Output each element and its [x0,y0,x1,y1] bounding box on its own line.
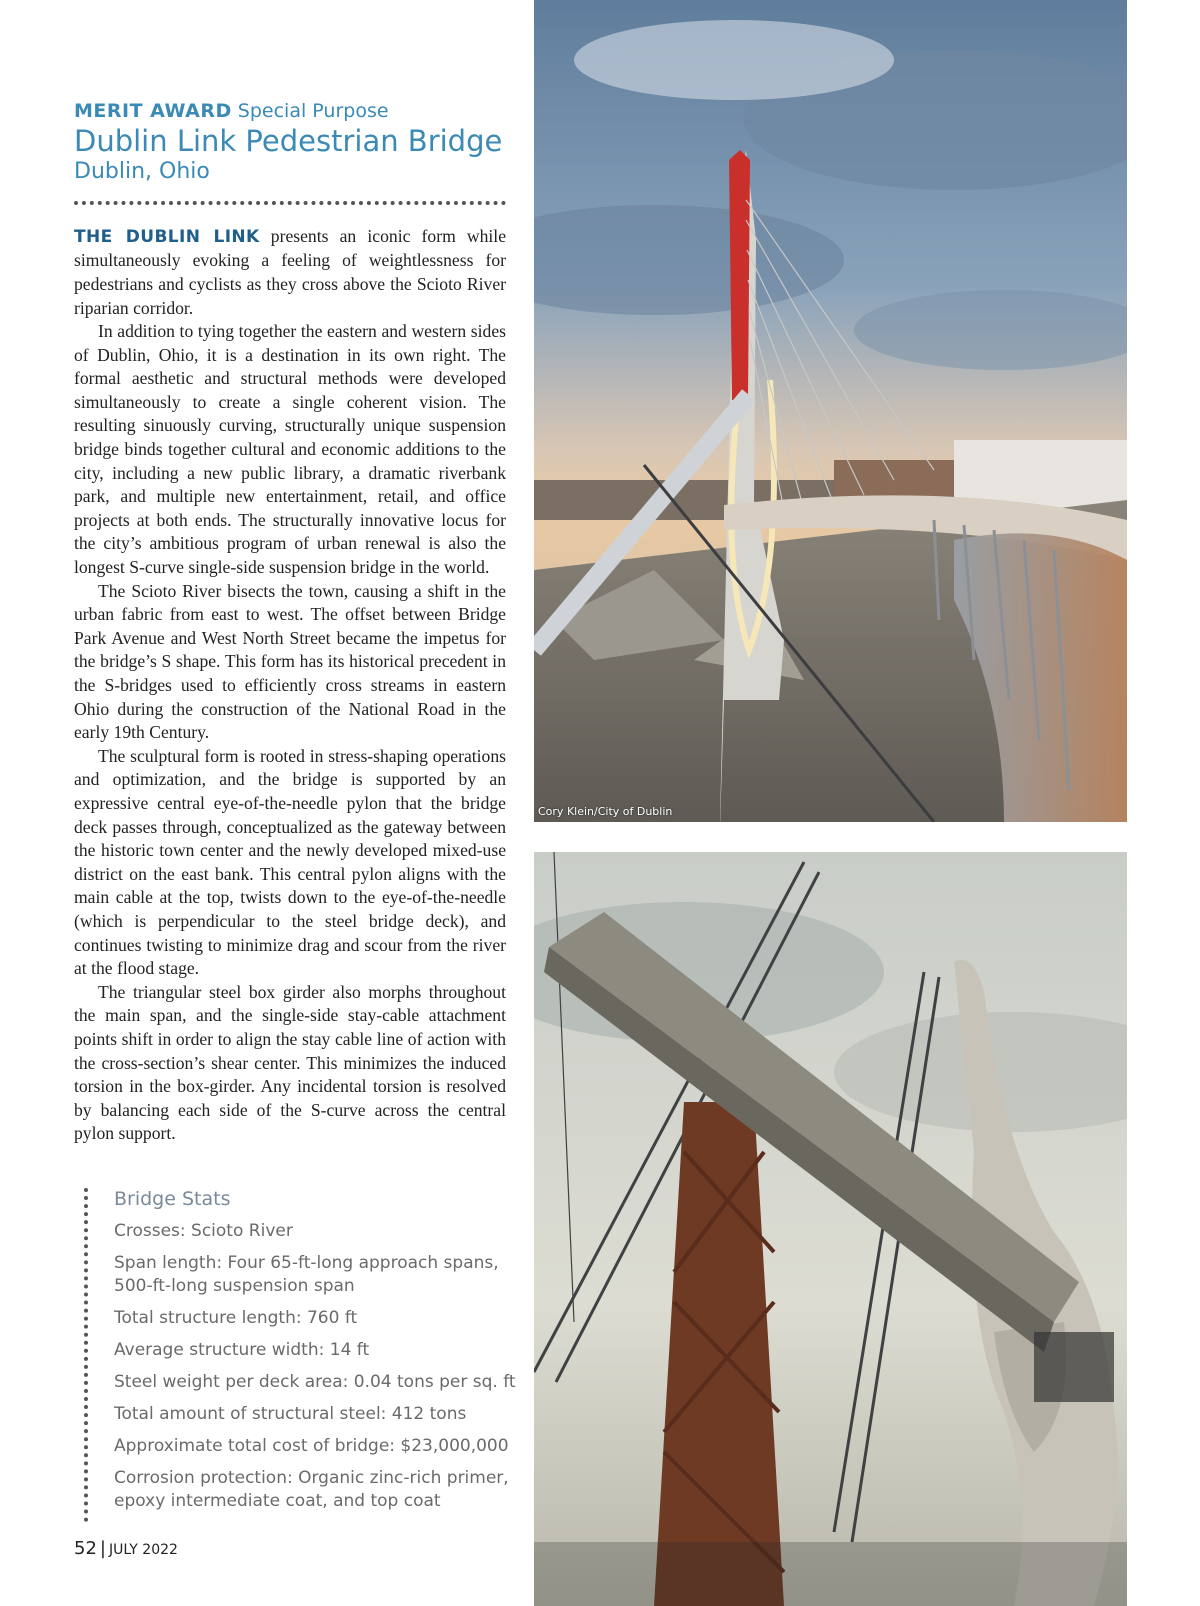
award-label: MERIT AWARD [74,100,232,122]
bridge-construction-photo [534,852,1127,1606]
photo-credit: Cory Klein/City of Dublin [538,805,673,818]
stat-item: Total amount of structural steel: 412 tons [114,1404,467,1424]
stat-item: Steel weight per deck area: 0.04 tons per sq. ft [114,1372,516,1392]
lead-in: THE DUBLIN LINK [74,226,260,247]
paragraph-1 [74,225,506,320]
article-title: Dublin Link Pedestrian Bridge [74,123,503,158]
bridge-stats-box [84,1188,534,1522]
paragraph-2: In addition to tying together the eastern and western sides of Dublin, Ohio, it is a destination in its own right. The formal aesthetic and structural methods were developed simultaneously to create a single coherent vision. The resulting sinuously curving, structurally unique suspension bridge binds together cultural and economic additions to the city, including a new public library, a dramatic riverbank park, and multiple new entertainment, retail, and office projects at both ends. The structurally innovative locus for the city’s ambitious program of urban renewal is also the longest S-curve single-side suspension bridge in the world. [74,321,506,578]
paragraph-1-text: presents an iconic form while simultaneously evoking a feeling of weightlessness for pedestrians and cyclists as they cross above the Scioto River riparian corridor. [74,225,507,318]
stat-item: Total structure length: 760 ft [114,1308,358,1328]
article-location: Dublin, Ohio [74,159,210,185]
award-line [74,100,506,123]
dotted-divider [74,201,506,209]
article-body [74,225,506,1146]
award-category: Special Purpose [237,100,389,122]
stat-item: Average structure width: 14 ft [114,1340,370,1360]
stat-item: Span length: Four 65-ft-long approach spans, 500-ft-long suspension span [114,1253,499,1296]
footer-separator: | [99,1538,106,1559]
bridge-sunset-photo [534,0,1127,822]
page-number: 52 [74,1538,97,1559]
bridge-stats-title: Bridge Stats [114,1188,231,1210]
issue-date: JULY 2022 [108,1542,178,1558]
paragraph-4: The sculptural form is rooted in stress-shaping operations and optimization, and the bridge is supported by an expressive central eye-of-the-needle pylon that the bridge deck passes through, conceptualized as the gateway between the historic town center and the newly developed mixed-use district on the east bank. This central pylon aligns with the main cable at the top, twists down to the eye-of-the-needle (which is perpendicular to the steel bridge deck), and continues twisting to minimize drag and scour from the river at the flood stage. [74,745,506,979]
paragraph-3: The Scioto River bisects the town, causing a shift in the urban fabric from east to west. The offset between Bridge Park Avenue and West North Street became the impetus for the bridge’s S shape. This form has its historical precedent in the S-bridges used to efficiently cross streams in eastern Ohio during the construction of the National Road in the early 19th Century. [74,580,506,743]
stat-item: Approximate total cost of bridge: $23,000,000 [114,1436,509,1456]
article-column [74,100,506,1146]
stat-item: Crosses: Scioto River [114,1221,293,1241]
page-footer [74,1538,178,1559]
paragraph-5: The triangular steel box girder also morphs throughout the main span, and the single-side stay-cable attachment points shift in order to align the stay cable line of action with the cross-section’s shear center. This minimizes the induced torsion in the box-girder. Any incidental torsion is resolved by balancing each side of the S-curve across the central pylon support. [74,981,506,1144]
stat-item: Corrosion protection: Organic zinc-rich primer, epoxy intermediate coat, and top coat [114,1468,509,1511]
